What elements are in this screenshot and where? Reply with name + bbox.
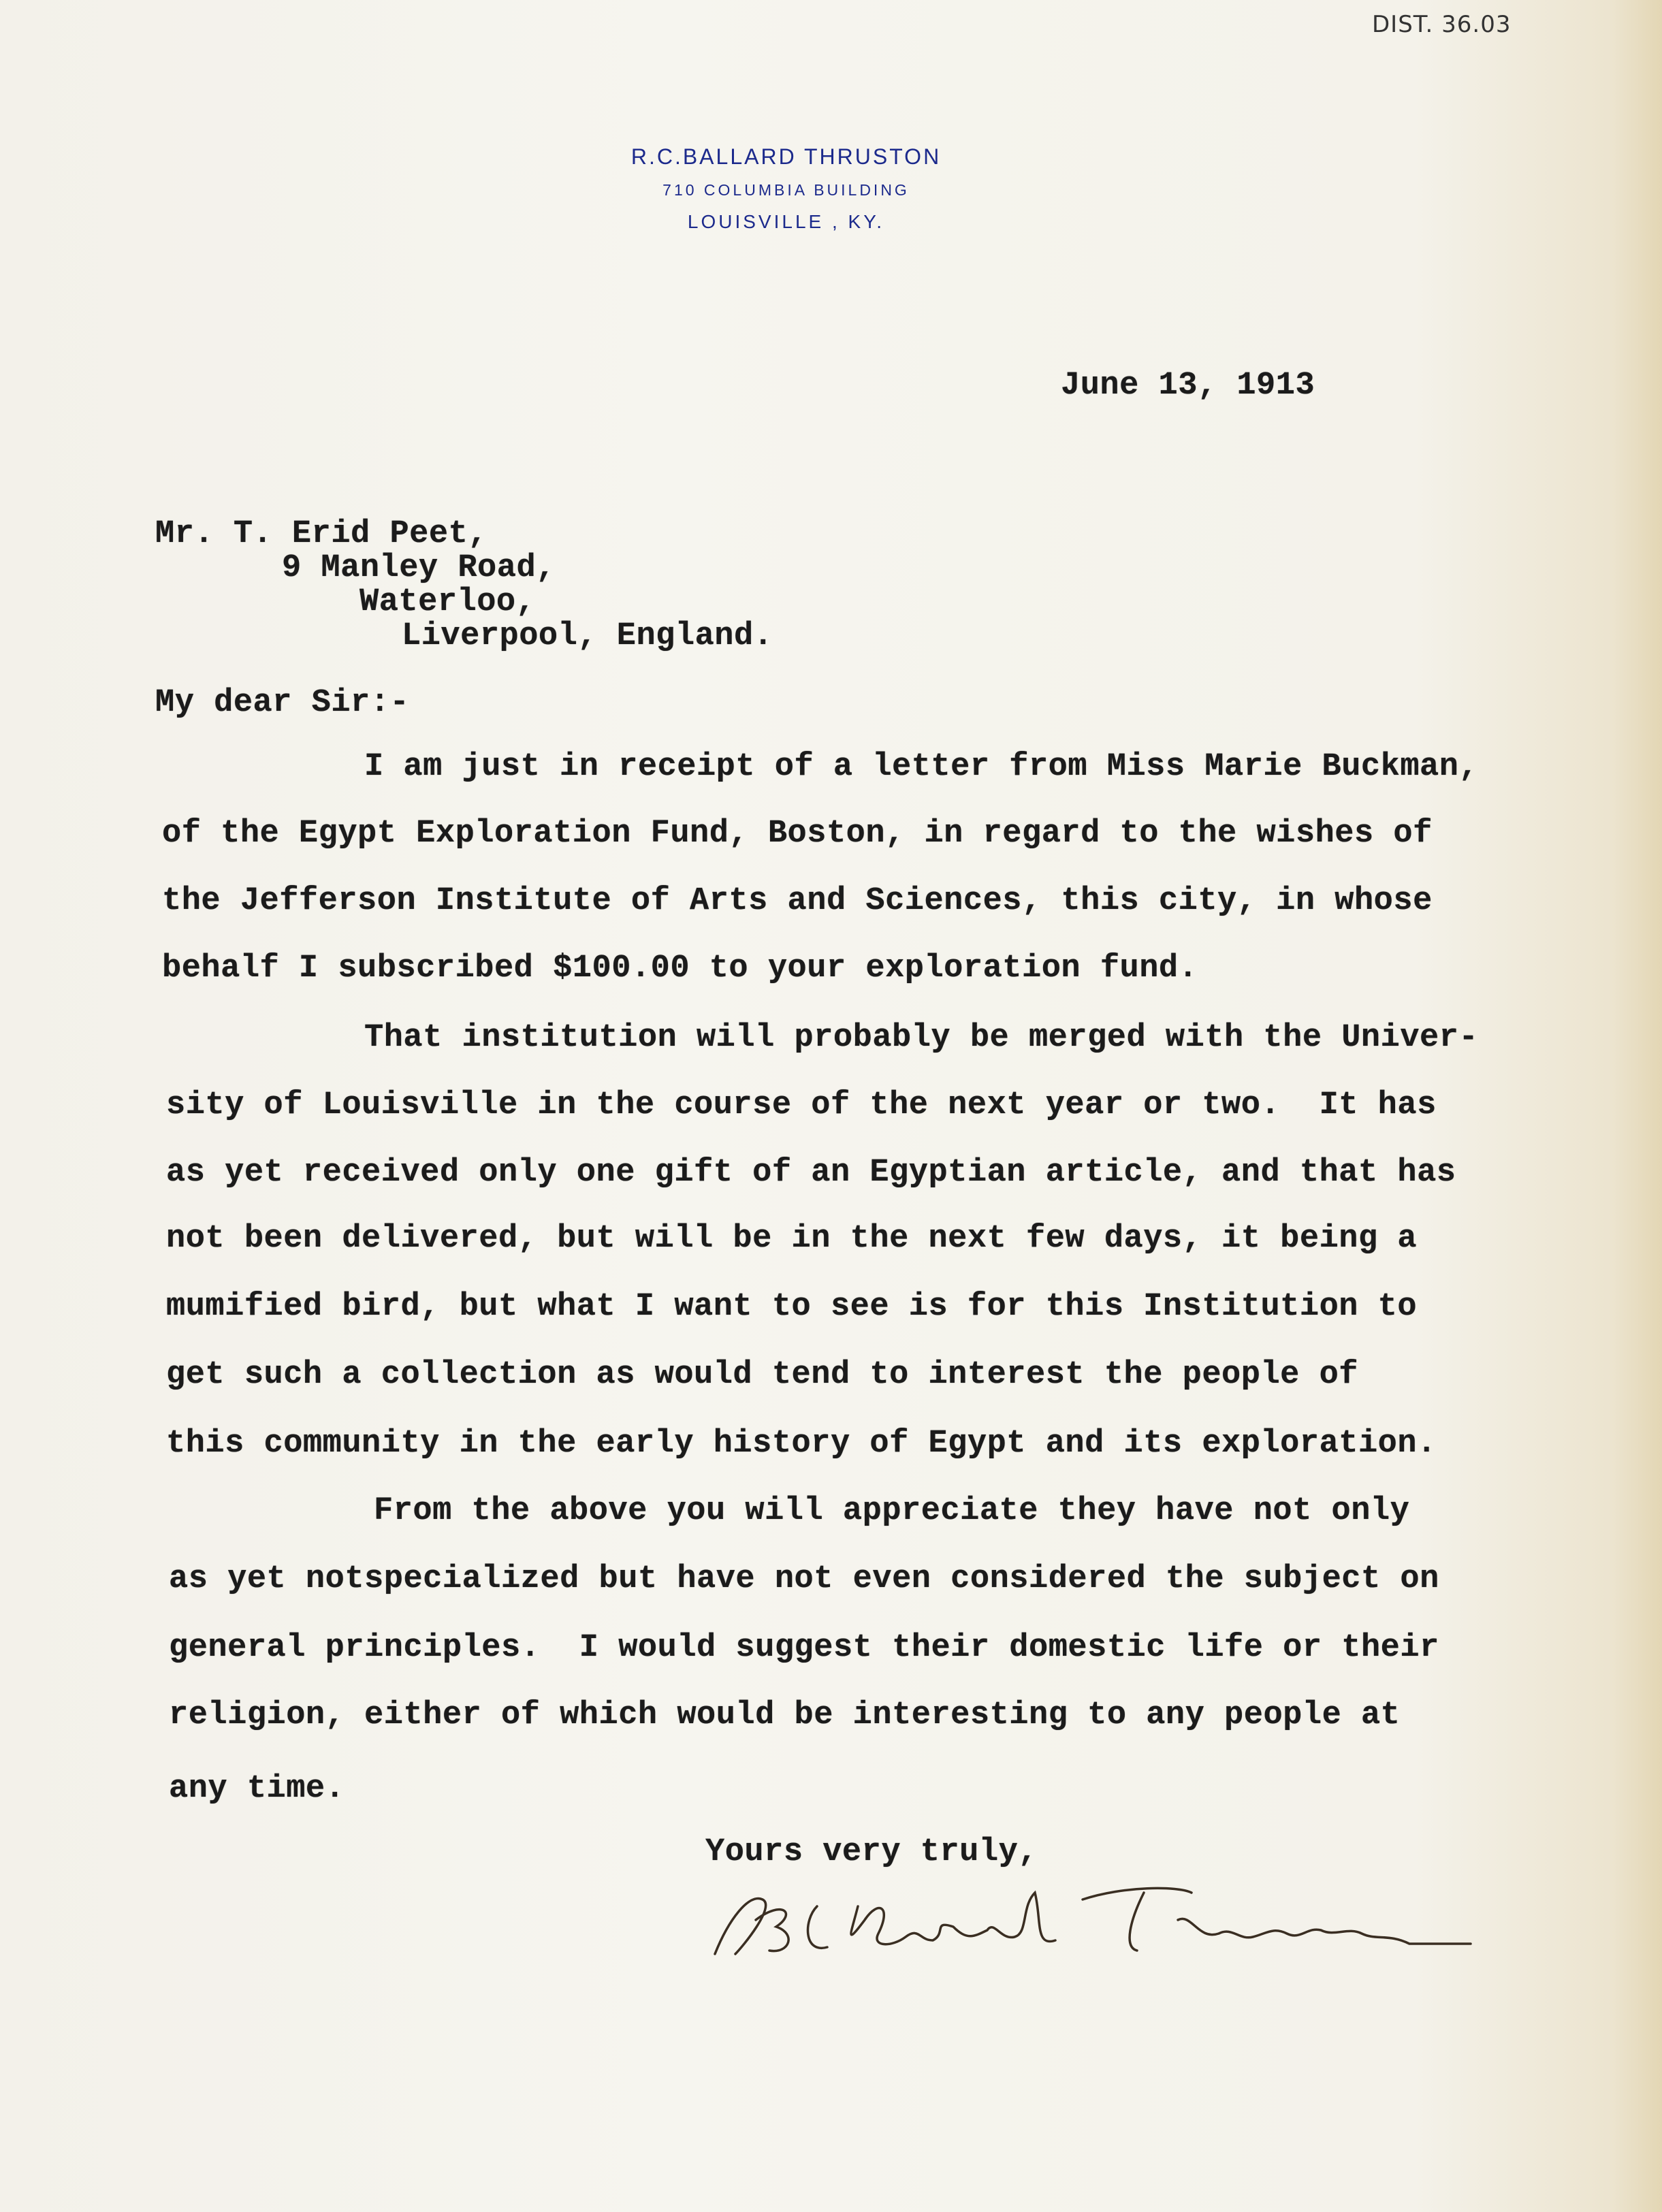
letterhead-address: 710 COLUMBIA BUILDING: [662, 181, 910, 199]
body-line: as yet notspecialized but have not even considered the subject on: [169, 1561, 1439, 1597]
body-line: as yet received only one gift of an Egyptian article, and that has: [166, 1155, 1456, 1191]
body-line: general principles. I would suggest their domestic life or their: [169, 1630, 1439, 1666]
recipient-line: Liverpool, England.: [402, 618, 773, 654]
body-line: the Jefferson Institute of Arts and Sciences, this city, in whose: [162, 883, 1433, 919]
letterhead-city: LOUISVILLE , KY.: [687, 211, 885, 232]
body-line: of the Egypt Exploration Fund, Boston, in regard to the wishes of: [162, 816, 1433, 852]
body-line: behalf I subscribed $100.00 to your exploration fund.: [162, 950, 1198, 987]
letter-date: June 13, 1913: [1061, 368, 1315, 404]
body-line: That institution will probably be merged with the Univer-: [364, 1020, 1479, 1056]
body-line: this community in the early history of Egypt and its exploration.: [166, 1426, 1437, 1462]
signature: [701, 1879, 1484, 1968]
salutation: My dear Sir:-: [155, 685, 410, 721]
recipient-line: 9 Manley Road,: [282, 550, 556, 586]
recipient-line: Mr. T. Erid Peet,: [155, 516, 488, 552]
body-line: any time.: [169, 1771, 345, 1807]
body-line: From the above you will appreciate they have not only: [374, 1493, 1410, 1529]
recipient-line: Waterloo,: [359, 584, 536, 620]
body-line: religion, either of which would be interesting to any people at: [169, 1697, 1401, 1733]
body-line: sity of Louisville in the course of the next year or two. It has: [166, 1087, 1437, 1123]
archive-note: DIST. 36.03: [1372, 11, 1512, 38]
letterhead-name: R.C.BALLARD THRUSTON: [630, 144, 942, 169]
body-line: not been delivered, but will be in the next few days, it being a: [166, 1221, 1418, 1257]
closing: Yours very truly,: [705, 1834, 1038, 1870]
body-line: I am just in receipt of a letter from Miss Marie Buckman,: [364, 749, 1479, 785]
body-line: mumified bird, but what I want to see is for this Institution to: [166, 1289, 1418, 1325]
body-line: get such a collection as would tend to interest the people of: [166, 1357, 1358, 1393]
